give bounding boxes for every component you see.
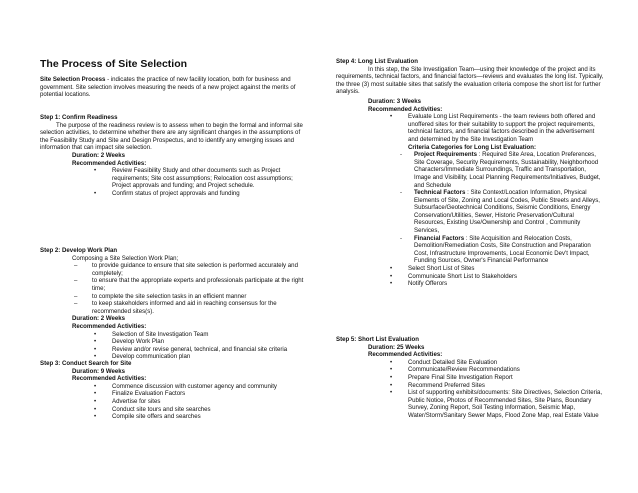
intro-paragraph [40,76,308,99]
step5-heading: Step 5: Short List Evaluation [336,336,419,343]
step2-heading: Step 2: Develop Work Plan [40,247,118,254]
step3-duration: Duration: 9 Weeks [72,367,126,375]
list-item: • Communicate Short List to Stakeholders [336,273,604,281]
list-item: • Compile site offers and searches [40,413,308,421]
list-item: • Review and/or revise general, technical, and financial site criteria [40,346,308,354]
step4-body: In this step, the Site Investigation Team—using their knowledge of the project and its requirements, technical factors, and financial factors—reviews and evaluates the long list. Typically, the three (3) most suitable sites that satisfy the evaluation criteria compose the short list for further analysis. [336,65,604,96]
intro-term: Site Selection Process [40,76,106,83]
step1-section [40,114,308,198]
step3-rec-heading: Recommended Activities: [72,375,147,383]
step3-section [40,360,308,421]
list-item: • Prepare Final Site Investigation Report [336,374,604,382]
list-item: – to ensure that the appropriate experts and professionals participate at the right time; [40,277,308,292]
list-item: – to provide guidance to ensure that site selection is performed accurately and completely; [40,262,308,277]
step1-body: The purpose of the readiness review is to assess when to begin the formal and informal site selection activities, to determine whether there are any significant changes in the assumptions of the Feasibility Study and Site and Design Prospectus, and to identify any emerging issues and information that can impact site selection. [40,121,303,152]
step1-heading: Step 1: Confirm Readiness [40,114,118,121]
criteria-text: : Site Context/Location Information, Physical Elements of Site, Zoning and Local Codes, Public Streets and Alleys, Subsurface/Geotechnical Conditions, Seismic Conditions, Energy Conservation/Utilities, Sewer, Historic Preservation/Cultural Resources, Existing Use/Ownership and Control , Community Services, [414,189,600,235]
list-item: • Conduct site tours and site searches [40,406,308,414]
step4-rec-heading: Recommended Activities: [368,105,443,113]
step3-heading: Step 3: Conduct Search for Site [40,360,132,367]
criteria-name: Project Requirements [414,151,477,159]
list-item: • Confirm status of project approvals and funding [40,190,308,198]
list-item: • Recommend Preferred Sites [336,382,604,390]
list-item: • Select Short List of Sites [336,265,604,273]
criteria-heading: Criteria Categories for Long List Evaluation: [408,143,536,151]
criteria-item [336,189,604,235]
list-item: • Commence discussion with customer agency and community [40,383,308,391]
step2-rec-heading: Recommended Activities: [72,322,147,330]
step4-activity1: Evaluate Long List Requirements - the team reviews both offered and unoffered sites for their suitability to support the project requirements, technical factors, and financial factors described in the advertisement and determined by the Site Investigation Team [408,113,596,143]
step2-intro: Composing a Site Selection Work Plan; [72,254,179,262]
criteria-item [336,151,604,189]
step4-heading: Step 4: Long List Evaluation [336,58,418,65]
list-item: • Communicate/Review Recommendations [336,366,604,374]
criteria-text: : Required Site Area, Location Preferences, Site Coverage, Security Requirements, Sustainability, Neighborhood Characters/Immediate Surroundings, Traffic and Transportation, Image and Visibility, Local Planning Requirements/Initiatives, Budget, and Schedule [414,151,601,189]
criteria-text: : Site Acquisition and Relocation Costs, Demolition/Remediation Costs, Site Construction and Preparation Cost, Infrastructure Improvements, Local Economic Dev't Impact, Funding Sources, Owner's Financial Performance [414,234,591,265]
step5-rec-heading: Recommended Activities: [368,351,443,359]
criteria-name: Financial Factors [414,234,465,242]
list-item: • Selection of Site Investigation Team [40,331,308,339]
step4-duration: Duration: 3 Weeks [368,97,422,105]
step2-duration: Duration: 2 Weeks [72,315,126,323]
step5-section [336,336,604,420]
document-title: The Process of Site Selection [40,58,188,70]
criteria-name: Technical Factors [414,189,466,197]
intro-text: - indicates the practice of new facility location, both for business and government. Site selection involves measuring the needs of a new project against the merits of potential locations. [40,76,296,99]
list-item: • Finalize Evaluation Factors [40,390,308,398]
step1-rec-heading: Recommended Activities: [72,159,147,167]
list-item: • List of supporting exhibits/documents: Site Directives, Selection Criteria, Public Notice, Photos of Recommended Sites, Site Plans, Boundary Survey, Zoning Report, Soil Testing Information, Seismic Map, Water/Storm/Sanitary Sewer Maps, Flood Zone Map, real Estate Value [336,389,604,419]
list-item: – to keep stakeholders informed and aid in reaching consensus for the recommended sites(s). [40,300,308,315]
list-item: • Conduct Detailed Site Evaluation [336,359,604,367]
step1-duration: Duration: 2 Weeks [72,151,126,159]
list-item: – to complete the site selection tasks in an efficient manner [40,293,308,301]
step2-section [40,247,308,361]
step4-section [336,58,604,288]
list-item: • Advertise for sites [40,398,308,406]
list-item [336,113,604,151]
step5-duration: Duration: 25 Weeks [368,343,425,351]
criteria-item [336,235,604,265]
list-item: • Review Feasibility Study and other documents such as Project requirements; Site cost assumptions; Relocation cost assumptions; Project approvals and funding; and Project schedule. [40,167,308,190]
list-item: • Develop communication plan [40,353,308,361]
list-item: • Notify Offerors [336,280,604,288]
list-item: • Develop Work Plan [40,338,308,346]
